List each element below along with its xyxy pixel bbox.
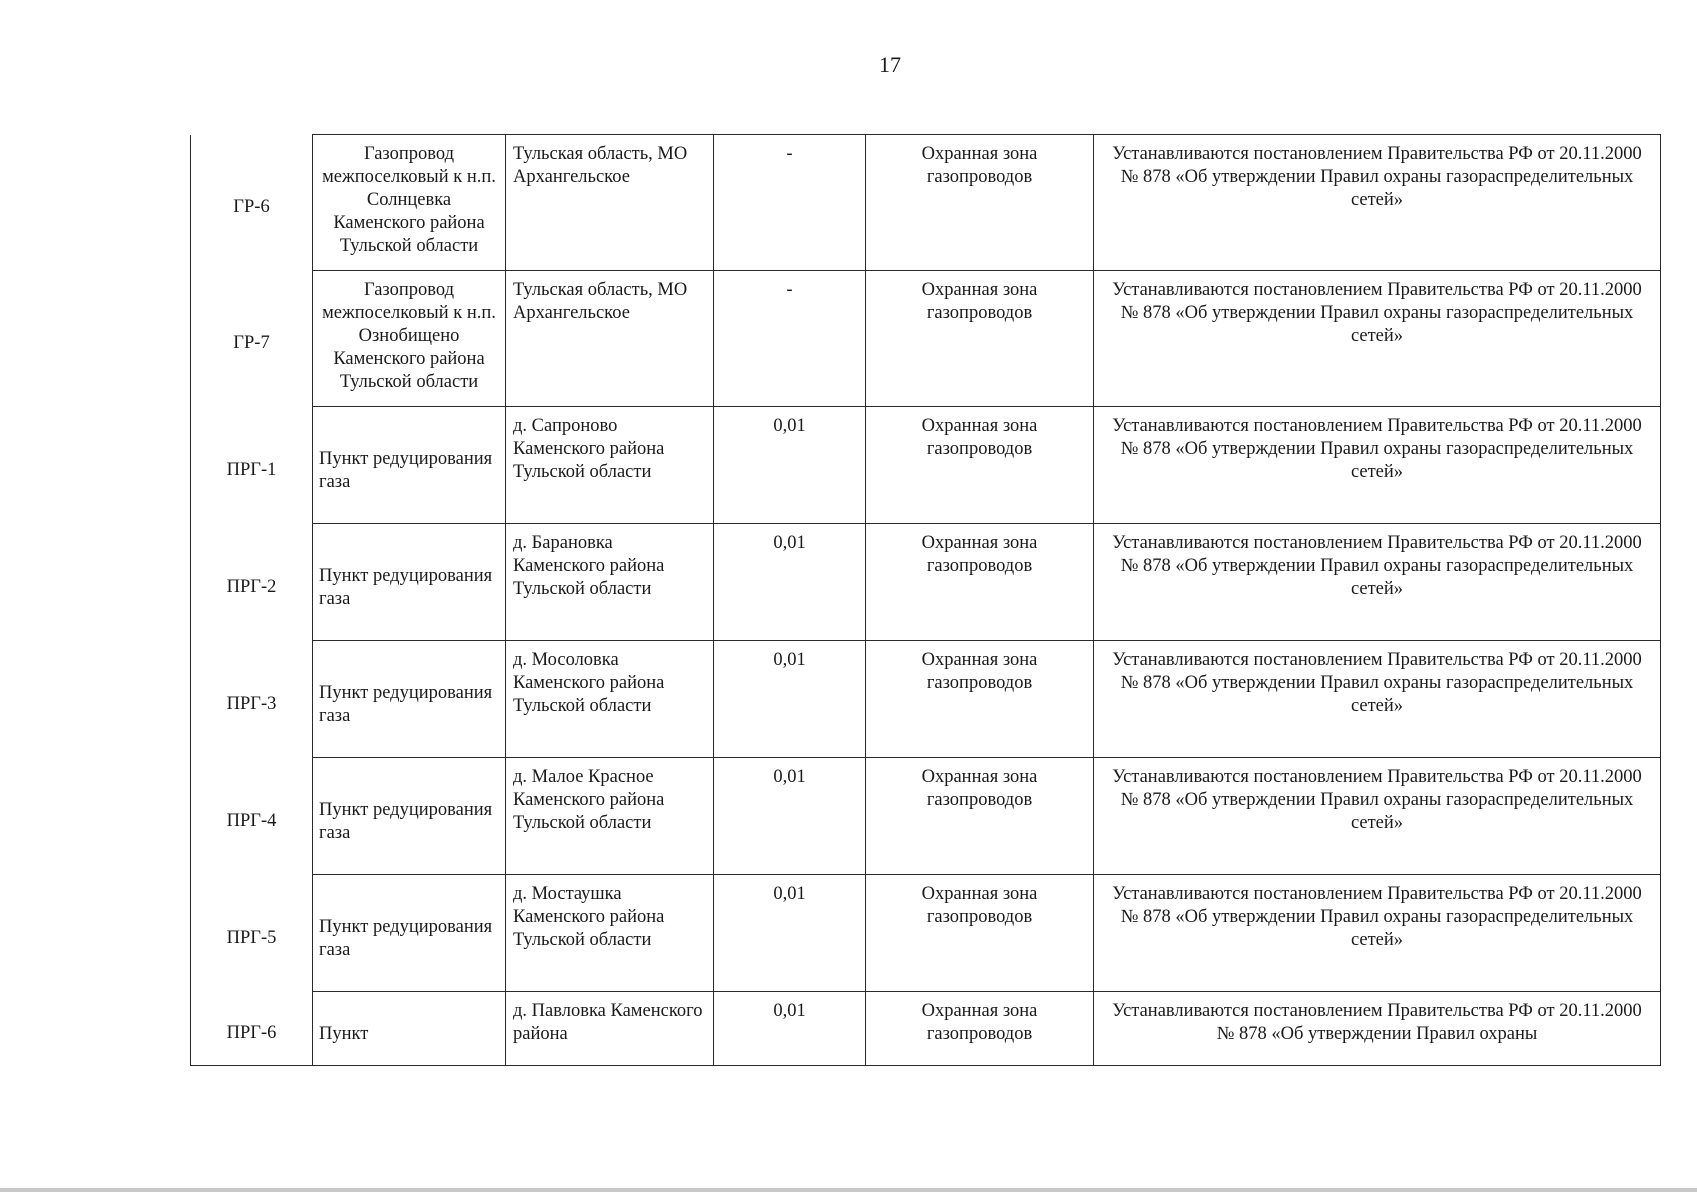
object-name: Пункт редуцирования газа: [319, 917, 493, 960]
object-name-cell: [313, 641, 506, 758]
object-name: Пункт редуцирования газа: [319, 449, 493, 492]
object-area: 0,01: [714, 992, 866, 1066]
zone-type: Охранная зона газопроводов: [866, 407, 1094, 524]
object-location: д. Малое Красное Каменского района Тульской области: [506, 758, 714, 875]
object-name: Пункт редуцирования газа: [319, 683, 493, 726]
legal-basis: Устанавливаются постановлением Правительства РФ от 20.11.2000 № 878 «Об утверждении Правил охраны газораспределительных сетей»: [1094, 875, 1661, 992]
zones-table: [190, 134, 1661, 1066]
legal-basis: Устанавливаются постановлением Правительства РФ от 20.11.2000 № 878 «Об утверждении Правил охраны газораспределительных сетей»: [1094, 407, 1661, 524]
object-area: 0,01: [714, 758, 866, 875]
object-name-cell: [313, 758, 506, 875]
page-number: 17: [879, 52, 901, 77]
object-code-cell: [191, 135, 313, 271]
object-name: Пункт редуцирования газа: [319, 800, 493, 843]
object-area: 0,01: [714, 524, 866, 641]
object-code-cell: [191, 758, 313, 875]
object-location: Тульская область, МО Архангельское: [506, 135, 714, 271]
legal-basis: Устанавливаются постановлением Правительства РФ от 20.11.2000 № 878 «Об утверждении Правил охраны газораспределительных сетей»: [1094, 271, 1661, 407]
object-location: д. Барановка Каменского района Тульской области: [506, 524, 714, 641]
object-location: д. Мосоловка Каменского района Тульской области: [506, 641, 714, 758]
object-code-cell: [191, 875, 313, 992]
table-row: [191, 407, 1661, 524]
object-code-cell: [191, 524, 313, 641]
object-code: ГР-7: [233, 333, 270, 353]
object-code: ГР-6: [233, 197, 270, 217]
object-area: -: [714, 271, 866, 407]
table-row: [191, 641, 1661, 758]
object-code: ПРГ-6: [226, 1022, 277, 1043]
object-name: Газопровод межпоселковый к н.п. Ознобищено Каменского района Тульской области: [313, 271, 506, 407]
table-row: [191, 992, 1661, 1066]
zone-type: Охранная зона газопроводов: [866, 271, 1094, 407]
object-location: Тульская область, МО Архангельское: [506, 271, 714, 407]
object-name: Газопровод межпоселковый к н.п. Солнцевка Каменского района Тульской области: [313, 135, 506, 271]
scan-edge-divider: [0, 1188, 1697, 1192]
object-name: Пункт редуцирования газа: [319, 566, 493, 609]
object-area: 0,01: [714, 641, 866, 758]
object-location: д. Павловка Каменского района: [506, 992, 714, 1066]
table-row: [191, 875, 1661, 992]
table-row: [191, 271, 1661, 407]
object-name-cell: [313, 875, 506, 992]
object-location: д. Мостаушка Каменского района Тульской области: [506, 875, 714, 992]
zone-type: Охранная зона газопроводов: [866, 524, 1094, 641]
zone-type: Охранная зона газопроводов: [866, 875, 1094, 992]
object-code: ПРГ-1: [226, 459, 277, 480]
table-row: [191, 524, 1661, 641]
legal-basis: Устанавливаются постановлением Правительства РФ от 20.11.2000 № 878 «Об утверждении Правил охраны газораспределительных сетей»: [1094, 758, 1661, 875]
object-area: -: [714, 135, 866, 271]
object-code-cell: [191, 271, 313, 407]
legal-basis: Устанавливаются постановлением Правительства РФ от 20.11.2000 № 878 «Об утверждении Правил охраны: [1094, 992, 1661, 1066]
object-code: ПРГ-3: [226, 693, 277, 714]
table-row: [191, 135, 1661, 271]
zone-type: Охранная зона газопроводов: [866, 758, 1094, 875]
object-area: 0,01: [714, 407, 866, 524]
zone-type: Охранная зона газопроводов: [866, 135, 1094, 271]
zone-type: Охранная зона газопроводов: [866, 641, 1094, 758]
object-code: ПРГ-5: [226, 927, 277, 948]
object-code-cell: [191, 407, 313, 524]
object-area: 0,01: [714, 875, 866, 992]
legal-basis: Устанавливаются постановлением Правительства РФ от 20.11.2000 № 878 «Об утверждении Правил охраны газораспределительных сетей»: [1094, 135, 1661, 271]
object-code-cell: [191, 992, 313, 1066]
table-row: [191, 758, 1661, 875]
legal-basis: Устанавливаются постановлением Правительства РФ от 20.11.2000 № 878 «Об утверждении Правил охраны газораспределительных сетей»: [1094, 641, 1661, 758]
object-location: д. Сапроново Каменского района Тульской области: [506, 407, 714, 524]
zone-type: Охранная зона газопроводов: [866, 992, 1094, 1066]
object-code: ПРГ-2: [226, 576, 277, 597]
object-name: Пункт: [319, 1024, 369, 1044]
legal-basis: Устанавливаются постановлением Правительства РФ от 20.11.2000 № 878 «Об утверждении Правил охраны газораспределительных сетей»: [1094, 524, 1661, 641]
object-name-cell: [313, 524, 506, 641]
object-name-cell: [313, 992, 506, 1066]
object-code: ПРГ-4: [226, 810, 277, 831]
object-code-cell: [191, 641, 313, 758]
object-name-cell: [313, 407, 506, 524]
